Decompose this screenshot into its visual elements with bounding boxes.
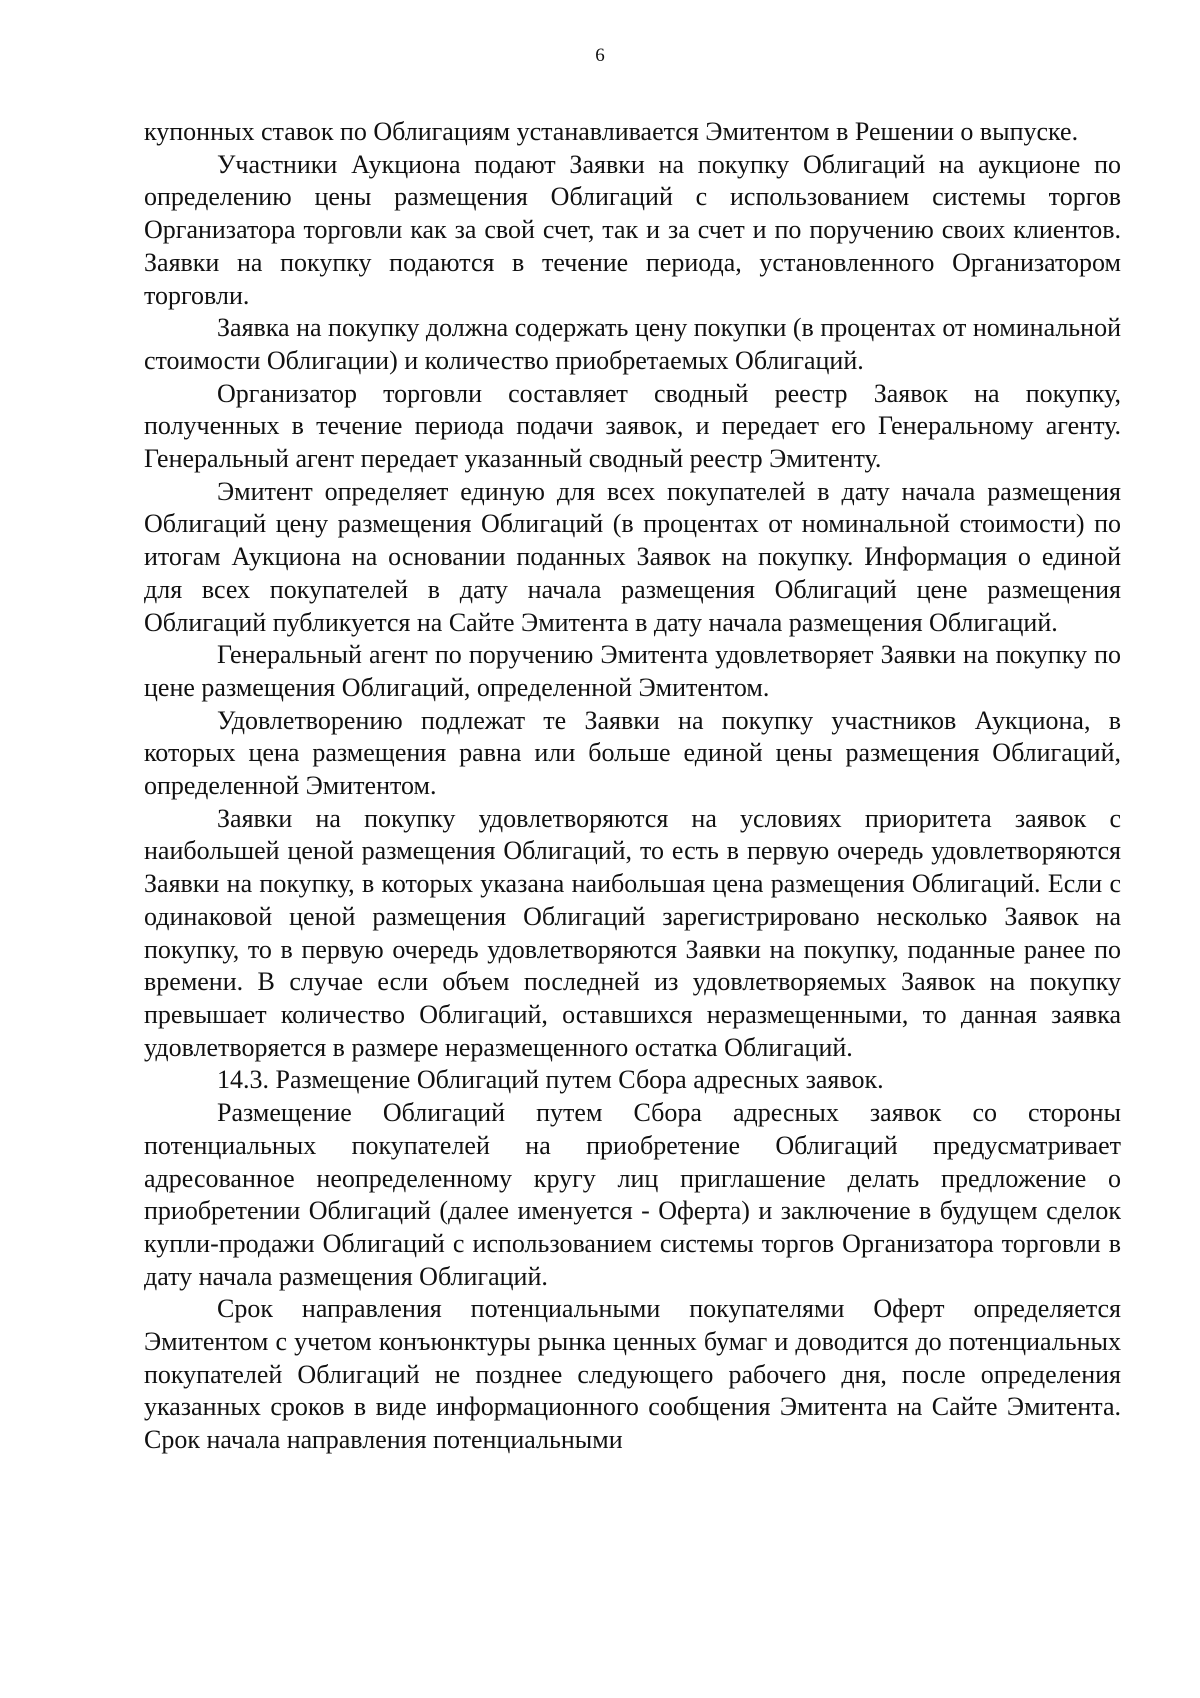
paragraph: Заявка на покупку должна содержать цену покупки (в процентах от номинальной стоимости Облигации) и количество приобретаемых Облигаций. xyxy=(144,313,1121,375)
paragraph-continuation: купонных ставок по Облигациям устанавливается Эмитентом в Решении о выпуске. xyxy=(144,117,1079,146)
section-heading: 14.3. Размещение Облигаций путем Сбора адресных заявок. xyxy=(217,1065,884,1095)
paragraph: Удовлетворению подлежат те Заявки на покупку участников Аукциона, в которых цена размещения равна или больше единой цены размещения Облигаций, определенной Эмитентом. xyxy=(144,705,1121,801)
paragraph: Организатор торговли составляет сводный реестр Заявок на покупку, полученных в течение периода подачи заявок, и передает его Генеральному агенту. Генеральный агент передает указанный сводный реестр Эмитенту. xyxy=(144,378,1121,474)
paragraph: Генеральный агент по поручению Эмитента удовлетворяет Заявки на покупку по цене размещения Облигаций, определенной Эмитентом. xyxy=(144,640,1121,702)
paragraph: Участники Аукциона подают Заявки на покупку Облигаций на аукционе по определению цены размещения Облигаций с использованием системы торгов Организатора торговли как за свой счет, так и за счет и по поручению своих клиентов. Заявки на покупку подаются в течение периода, установленного Организатором торговли. xyxy=(144,149,1121,310)
paragraph: Эмитент определяет единую для всех покупателей в дату начала размещения Облигаций цену размещения Облигаций (в процентах от номинальной стоимости) по итогам Аукциона на основании поданных Заявок на покупку. Информация о единой для всех покупателей в дату начала размещения Облигаций цене размещения Облигаций публикуется на Сайте Эмитента в дату начала размещения Облигаций. xyxy=(144,476,1121,637)
paragraph: Срок направления потенциальными покупателями Оферт определяется Эмитентом с учетом конъюнктуры рынка ценных бумаг и доводится до потенциальных покупателей Облигаций не позднее следующего рабочего дня, после определения указанных сроков в виде информационного сообщения Эмитента на Сайте Эмитента. Срок начала направления потенциальными xyxy=(144,1294,1121,1455)
paragraph: Размещение Облигаций путем Сбора адресных заявок со стороны потенциальных покупателей на приобретение Облигаций предусматривает адресованное неопределенному кругу лиц приглашение делать предложение о приобретении Облигаций (далее именуется - Оферта) и заключение в будущем сделок купли-продажи Облигаций с использованием системы торгов Организатора торговли в дату начала размещения Облигаций. xyxy=(144,1098,1121,1291)
page-number: 6 xyxy=(595,45,605,66)
document-body xyxy=(144,116,1121,1457)
paragraph: Заявки на покупку удовлетворяются на условиях приоритета заявок с наибольшей ценой размещения Облигаций, то есть в первую очередь удовлетворяются Заявки на покупку, в которых указана наибольшая цена размещения Облигаций. Если с одинаковой ценой размещения Облигаций зарегистрировано несколько Заявок на покупку, то в первую очередь удовлетворяются Заявки на покупку, поданные ранее по времени. В случае если объем последней из удовлетворяемых Заявок на покупку превышает количество Облигаций, оставшихся неразмещенными, то данная заявка удовлетворяется в размере неразмещенного остатка Облигаций. xyxy=(144,803,1121,1062)
